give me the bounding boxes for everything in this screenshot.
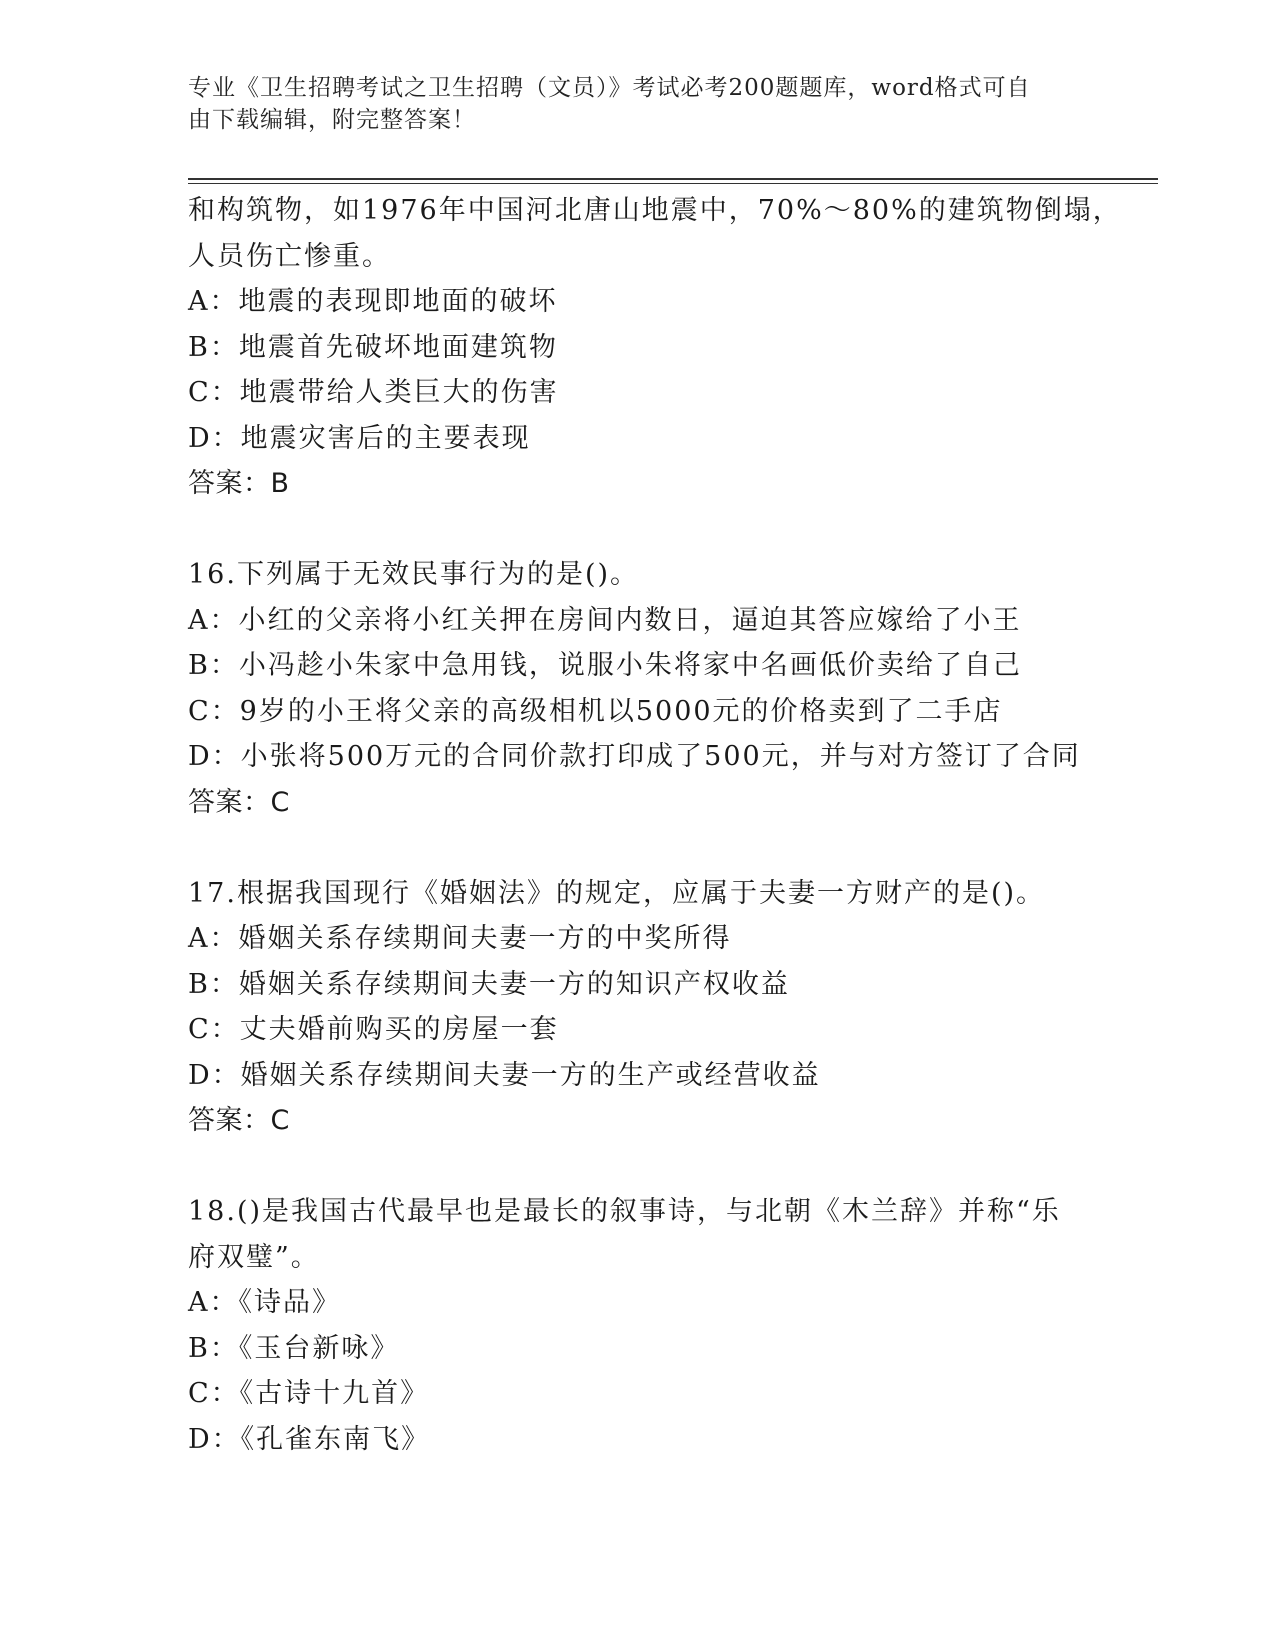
spacer: [188, 825, 1088, 871]
option-d: D：小张将500万元的合同价款打印成了500元，并与对方签订了合同: [188, 741, 1081, 772]
question-stem-continuation: 府双璧”。: [188, 1241, 320, 1273]
header-divider-thin: [188, 183, 1158, 184]
option-c: C：《古诗十九首》: [188, 1378, 430, 1409]
option-b: B：小冯趁小朱家中急用钱，说服小朱将家中名画低价卖给了自己: [188, 650, 1022, 681]
header-title-line-2: 由下载编辑，附完整答案！: [188, 107, 476, 133]
answer-line: 答案：B: [188, 468, 290, 499]
option-d: D：《孔雀东南飞》: [188, 1423, 431, 1455]
question-stem: 18.()是我国古代最早也是最长的叙事诗，与北朝《木兰辞》并称“乐: [188, 1196, 1061, 1227]
option-b: B：《玉台新咏》: [188, 1332, 400, 1364]
answer-line: 答案：C: [188, 786, 290, 818]
option-d: D：地震灾害后的主要表现: [188, 422, 531, 454]
question-stem-continuation: 人员伤亡惨重。: [188, 240, 391, 272]
question-stem: 17.根据我国现行《婚姻法》的规定，应属于夫妻一方财产的是()。: [188, 877, 1046, 909]
option-d: D：婚姻关系存续期间夫妻一方的生产或经营收益: [188, 1059, 821, 1091]
option-a: A：《诗品》: [188, 1287, 341, 1318]
option-a: A：小红的父亲将小红关押在房间内数日，逼迫其答应嫁给了小王: [188, 604, 1022, 636]
header-title-line-1: 专业《卫生招聘考试之卫生招聘（文员）》考试必考200题题库，word格式可自: [188, 75, 1031, 101]
option-a: A：地震的表现即地面的破坏: [188, 286, 558, 317]
question-list: [188, 188, 1122, 1462]
option-b: B：婚姻关系存续期间夫妻一方的知识产权收益: [188, 968, 790, 1000]
question-16: [188, 552, 1088, 825]
question-15-continued: [188, 188, 1122, 507]
spacer: [188, 1144, 1088, 1190]
option-c: C：9岁的小王将父亲的高级相机以5000元的价格卖到了二手店: [188, 695, 1003, 727]
header-divider-thick: [188, 178, 1158, 180]
page-header: [188, 72, 1068, 136]
answer-line: 答案：C: [188, 1105, 290, 1136]
option-b: B：地震首先破坏地面建筑物: [188, 331, 558, 363]
question-18: [188, 1189, 1088, 1462]
question-17: [188, 871, 1088, 1144]
spacer: [188, 507, 1088, 553]
option-c: C：丈夫婚前购买的房屋一套: [188, 1014, 559, 1045]
option-c: C：地震带给人类巨大的伤害: [188, 377, 559, 408]
option-a: A：婚姻关系存续期间夫妻一方的中奖所得: [188, 923, 732, 954]
question-stem-continuation: 和构筑物，如1976年中国河北唐山地震中，70%～80%的建筑物倒塌，: [188, 195, 1122, 226]
question-stem: 16.下列属于无效民事行为的是()。: [188, 559, 640, 590]
